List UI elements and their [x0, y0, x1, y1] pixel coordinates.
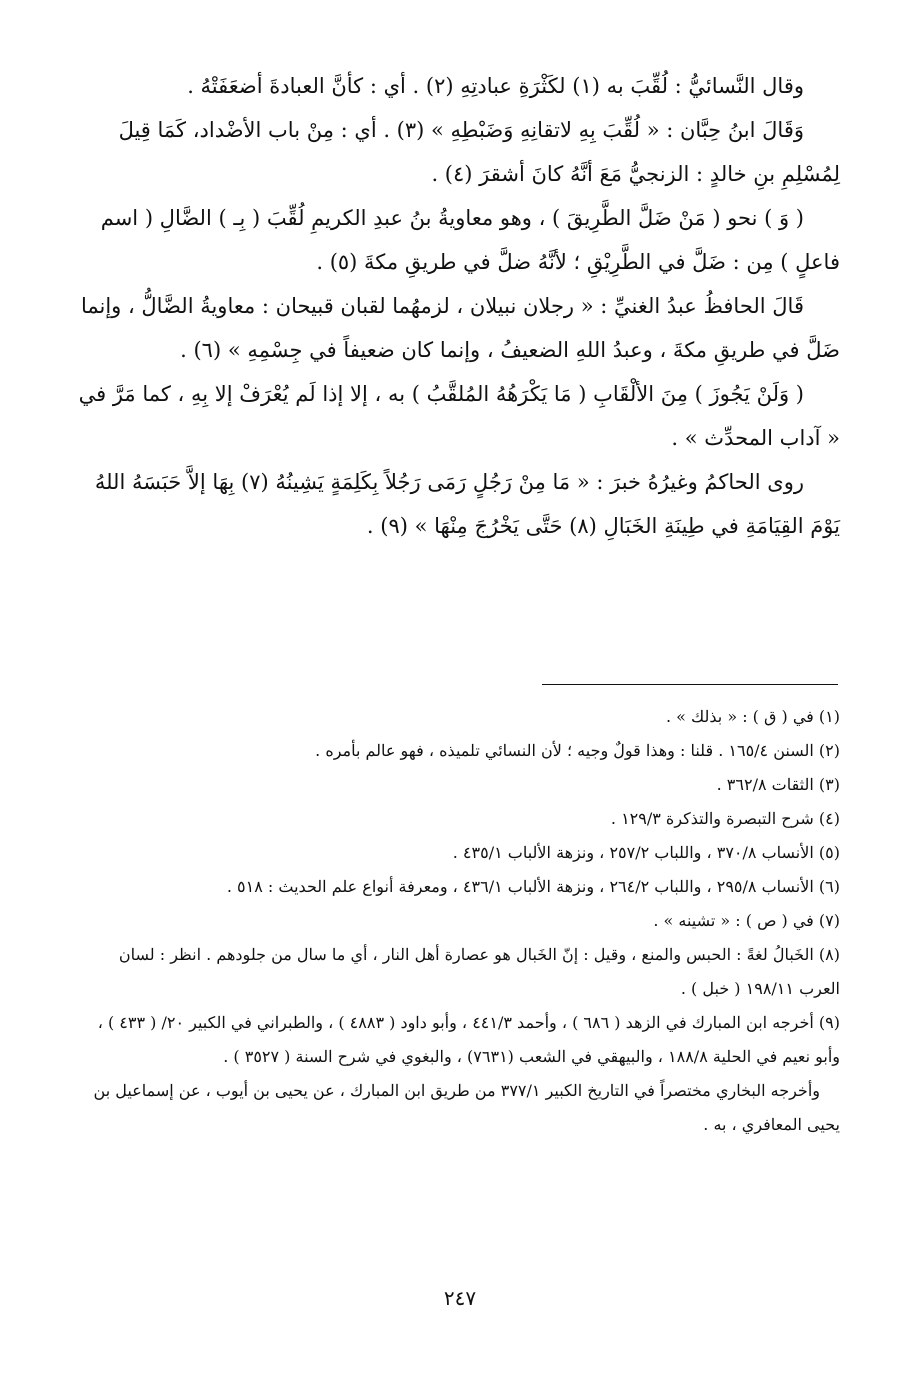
page-number: ٢٤٧ — [443, 1286, 477, 1310]
footnote-5: (٥) الأنساب ٣٧٠/٨ ، واللباب ٢٥٧/٢ ، ونزهة الألباب ٤٣٥/١ . — [452, 843, 840, 862]
main-text — [74, 64, 840, 548]
footnote-9: (٩) أخرجه ابن المبارك في الزهد ( ٦٨٦ ) ، وأحمد ٤٤١/٣ ، وأبو داود ( ٤٨٨٣ ) ، والطبراني في الكبير ٢٠/ ( ٤٣٣ ) ، وأبو نعيم في الحلية ١٨٨/٨ ، والبيهقي في الشعب (٧٦٣١) ، والبغوي في شرح السنة ( ٣٥٢٧ ) . — [97, 1013, 840, 1066]
paragraph-3: ( وَ ) نحو ( مَنْ ضَلَّ الطَّرِيقَ ) ، وهو معاويةُ بنُ عبدِ الكريمِ لُقِّبَ ( بِـ ) الضَّالِ ( اسم فاعلٍ ) مِن : ضَلَّ في الطَّرِيْقِ ؛ لأنَّهُ ضلَّ في طريقِ مكةَ (٥) . — [100, 206, 840, 274]
paragraph-5: ( وَلَنْ يَجُوزَ ) مِنَ الألْقَابِ ( مَا يَكْرَهُهُ المُلقَّبُ ) به ، إلا إذا لَم يُعْرَفْ إلا بِهِ ، كما مَرَّ في « آداب المحدِّث » . — [78, 382, 840, 450]
footnote-8: (٨) الخَبالُ لغةً : الحبس والمنع ، وقيل : إنّ الخَبال هو عصارة أهل النار ، أي ما سال من جلودهم . انظر : لسان العرب ١٩٨/١١ ( خبل ) . — [118, 945, 840, 998]
footnotes — [74, 700, 840, 1142]
paragraph-4: قَالَ الحافظُ عبدُ الغنيِّ : « رجلان نبيلان ، لزمهُما لقبان قبيحان : معاويةُ الضَّالُّ ، وإنما ضَلَّ في طريقِ مكةَ ، وعبدُ اللهِ الضعيفُ ، وإنما كان ضعيفاً في جِسْمِهِ » (٦) . — [80, 294, 840, 362]
footnote-3: (٣) الثقات ٣٦٢/٨ . — [716, 775, 840, 794]
footnote-7: (٧) في ( ص ) : « تشينه » . — [653, 911, 840, 930]
paragraph-2: وَقَالَ ابنُ حِبَّان : « لُقِّبَ بِهِ لاتقانِهِ وَضَبْطِهِ » (٣) . أي : مِنْ باب الأضْداد، كَمَا قِيلَ لِمُسْلِمِ بنِ خالدٍ : الزنجيُّ مَعَ أنَّهُ كانَ أشقرَ (٤) . — [118, 118, 840, 186]
footnote-9-continuation: وأخرجه البخاري مختصراً في التاريخ الكبير ٣٧٧/١ من طريق ابن المبارك ، عن يحيى بن أيوب ، عن إسماعيل بن يحيى المعافري ، به . — [93, 1081, 840, 1134]
footnote-4: (٤) شرح التبصرة والتذكرة ١٢٩/٣ . — [610, 809, 840, 828]
footnote-separator — [542, 684, 838, 685]
footnote-2: (٢) السنن ١٦٥/٤ . قلنا : وهذا قولٌ وجيه ؛ لأن النسائي تلميذه ، فهو عالم بأمره . — [315, 741, 840, 760]
paragraph-1: وقال النَّسائيُّ : لُقِّبَ به (١) لكَثْرَةِ عبادتِهِ (٢) . أي : كأنَّ العبادةَ أضعَفَتْهُ . — [187, 74, 804, 98]
footnote-1: (١) في ( ق ) : « بذلك » . — [665, 707, 840, 726]
paragraph-6: روى الحاكمُ وغيرُهُ خبرَ : « مَا مِنْ رَجُلٍ رَمَى رَجُلاً بِكَلِمَةٍ يَشِينُهُ (٧) بِهَا إلاَّ حَبَسَهُ اللهُ يَوْمَ القِيَامَةِ في طِينَةِ الخَبَالِ (٨) حَتَّى يَخْرُجَ مِنْهَا » (٩) . — [94, 470, 840, 538]
footnote-6: (٦) الأنساب ٢٩٥/٨ ، واللباب ٢٦٤/٢ ، ونزهة الألباب ٤٣٦/١ ، ومعرفة أنواع علم الحديث : ٥١٨ . — [226, 877, 840, 896]
